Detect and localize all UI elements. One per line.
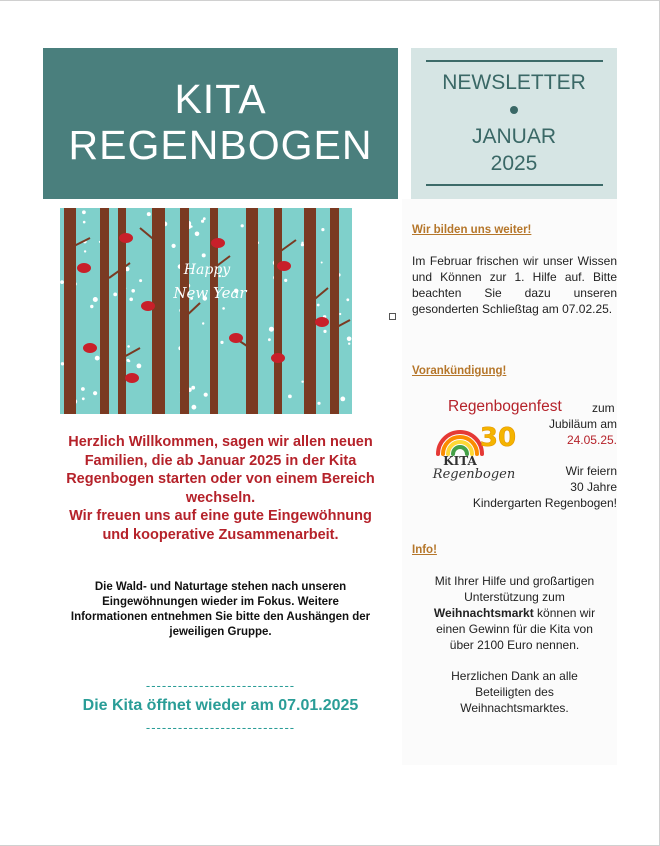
snowflake <box>81 387 85 391</box>
welcome-line-4: wechseln. <box>185 489 256 506</box>
info-market: Weihnachtsmarkt <box>433 606 534 620</box>
newsletter-block <box>411 48 617 199</box>
snowflake <box>60 280 64 284</box>
celebrate-line-3: Kindergarten Regenbogen! <box>472 496 617 510</box>
forest-days-notice <box>43 580 398 640</box>
bullet-dot <box>510 106 518 114</box>
newsletter-label: NEWSLETTER <box>442 71 586 94</box>
fest-title: Regenbogenfest <box>448 398 562 415</box>
snowflake <box>203 217 206 220</box>
snowflake <box>323 330 326 333</box>
snowflake <box>127 359 130 362</box>
celebrate-line-2: 30 Jahre <box>570 480 617 494</box>
info-heading: Info! <box>412 544 437 556</box>
snowflake <box>82 210 86 214</box>
snowflake <box>348 343 350 345</box>
forest-line-4: jeweiligen Gruppe. <box>169 626 272 638</box>
fest-zum: zum <box>592 401 615 415</box>
snowflake <box>347 337 352 342</box>
snowflake <box>129 298 133 302</box>
snowflake <box>268 338 271 341</box>
title-line-2: REGENBOGEN <box>68 122 373 168</box>
snowflake <box>339 313 341 315</box>
forest-line-3: Informationen entnehmen Sie bitte den Aushängen der <box>70 611 371 623</box>
title-line-1: KITA <box>174 76 267 122</box>
kita-regenbogen-logo <box>424 420 524 482</box>
snowflake <box>301 243 304 246</box>
celebrate-line-1: Wir feiern <box>565 464 617 478</box>
snowflake <box>139 279 142 282</box>
snowflake <box>222 307 225 310</box>
snowflake <box>195 232 200 237</box>
snowflake <box>127 345 130 348</box>
snowflake <box>201 220 204 223</box>
info-line-2: Unterstützung zum <box>464 590 565 604</box>
training-text: Im Februar frischen wir unser Wissen und Können zur 1. Hilfe auf. Bitte beachten Sie dazu unseren gesonderten Schließtag am 07.02.25. <box>412 254 617 316</box>
dash-line-top: ---------------------------- <box>145 678 296 693</box>
training-heading: Wir bilden uns weiter! <box>412 224 532 236</box>
snowflake <box>317 402 320 405</box>
thanks-line-3: Weihnachtsmarktes. <box>460 701 569 715</box>
thanks-text <box>412 668 617 716</box>
info-line-5: über 2100 Euro nennen. <box>449 638 580 652</box>
logo-rainbow-arcs <box>438 432 482 454</box>
snowflake <box>93 391 97 395</box>
snowflake <box>131 289 135 293</box>
snowflake <box>82 397 85 400</box>
snowflake <box>95 356 100 361</box>
info-line-1: Mit Ihrer Hilfe und großartigen <box>434 574 595 588</box>
thanks-line-2: Beteiligten des <box>475 685 554 699</box>
newsletter-rule-top <box>426 60 603 62</box>
snowflake <box>288 395 292 399</box>
info-line-4: einen Gewinn für die Kita von <box>436 622 593 636</box>
snowflake <box>113 293 117 297</box>
snowflake <box>191 386 195 390</box>
snowflake <box>61 362 64 365</box>
logo-name: Regenbogen <box>432 467 516 482</box>
snowflake <box>346 298 349 301</box>
newsletter-month: JANUAR <box>471 125 556 148</box>
announcement-heading: Vorankündigung! <box>412 365 507 377</box>
snowflake <box>204 393 208 397</box>
snowflake <box>220 341 223 344</box>
snowflake <box>84 250 86 252</box>
snowflake <box>93 297 98 302</box>
snowflake <box>83 221 86 224</box>
dash-line-bottom: ---------------------------- <box>145 720 296 735</box>
thanks-line-1: Herzlichen Dank an alle <box>451 669 578 683</box>
snowflake <box>241 224 244 227</box>
newsletter-year: 2025 <box>490 152 538 175</box>
snowflake <box>321 228 324 231</box>
snowflake <box>137 364 142 369</box>
welcome-line-2: Familien, die ab Januar 2025 in der Kita <box>84 452 357 469</box>
snowflake <box>284 279 287 282</box>
forest-line-2: Eingewöhnungen wieder im Fokus. Weitere <box>102 596 339 608</box>
snowflake <box>321 262 323 264</box>
forest-line-1: Die Wald- und Naturtage stehen nach unseren <box>94 581 347 593</box>
info-line-3 <box>412 605 617 621</box>
logo-kita: KITA <box>443 454 477 468</box>
snowflake <box>192 405 197 410</box>
welcome-line-3: Regenbogen starten oder von einem Bereich <box>66 471 375 487</box>
snowflake <box>90 305 93 308</box>
snowflake <box>317 304 320 307</box>
snowflake <box>202 322 204 324</box>
welcome-line-6: und kooperative Zusammenarbeit. <box>102 526 339 543</box>
reopen-notice: Die Kita öffnet wieder am 07.01.2025 <box>82 697 359 714</box>
anchor-marker <box>389 313 396 320</box>
logo-number: 30 <box>479 423 517 453</box>
welcome-message <box>43 433 398 544</box>
happy-new-year-illustration <box>60 208 352 414</box>
info-text <box>412 573 617 653</box>
snowflake <box>147 212 151 216</box>
newsletter-rule-bottom <box>426 184 603 186</box>
snowflake <box>172 244 176 248</box>
info-line-3-rest: können wir <box>533 606 596 620</box>
illustration-caption-1: Happy <box>183 262 231 278</box>
snowflake <box>269 327 274 332</box>
fest-date: 24.05.25. <box>566 433 617 447</box>
welcome-line-1: Herzlich Willkommen, sagen wir allen neuen <box>68 434 373 450</box>
title-block <box>43 48 398 199</box>
snowflake <box>202 253 206 257</box>
illustration-caption-2: New Year <box>173 284 247 302</box>
snowflake <box>340 397 345 402</box>
snowflake <box>301 381 303 383</box>
welcome-line-5: Wir freuen uns auf eine gute Eingewöhnung <box>69 508 372 524</box>
fest-jubilaeum: Jubiläum am <box>548 417 617 431</box>
